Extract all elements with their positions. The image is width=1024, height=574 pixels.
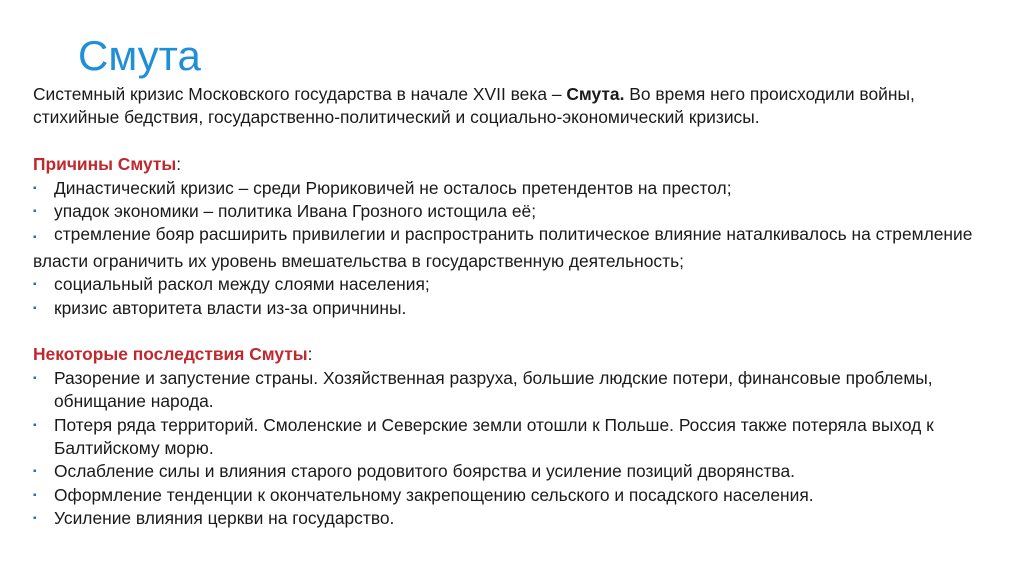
consequences-heading: Некоторые последствия Смуты [33,344,308,365]
causes-heading-colon: : [176,154,182,175]
list-item-text: упадок экономики – политика Ивана Грозного истощила её; [54,201,537,222]
causes-list-rest [33,273,993,320]
slide-title: Смута [78,32,201,79]
bullet-icon: ▪ [33,419,37,431]
list-item [33,297,993,320]
causes-heading: Причины Смуты [33,154,177,175]
list-item-text: Оформление тенденции к окончательному закрепощению сельского и посадского населения. [54,484,814,505]
bullet-icon: ▪ [33,182,37,194]
list-item-text: социальный раскол между слоями населения; [54,274,430,295]
causes-list [33,177,993,224]
intro-text-before: Системный кризис Московского государства в начале XVII века – [33,84,567,104]
bullet-icon: ▪ [33,513,37,525]
list-item [33,460,993,483]
consequences-heading-line [33,343,993,366]
consequences-list [33,367,993,531]
bullet-icon: ▪ [33,466,37,478]
list-item [33,177,993,200]
bullet-icon: ▪ [33,206,37,218]
list-item [33,414,993,461]
bullet-icon: ▪ [33,372,37,384]
list-item-text: Ослабление силы и влияния старого родовитого боярства и усиление позиций дворянства. [54,461,795,482]
spacer [33,130,993,153]
list-item [33,273,993,296]
spacer [33,320,993,343]
bullet-icon: ▪ [33,302,37,314]
list-item-text: стремление бояр расширить привилегии и распространить политическое влияние наталкивалось на стремление власти ограничить их уровень вмешательства в государственную деятельность; [33,224,973,271]
list-item [33,484,993,507]
list-item [33,367,993,414]
slide-body [33,83,993,531]
list-item-text: Династический кризис – среди Рюриковичей не осталось претендентов на престол; [54,177,732,198]
intro-paragraph [33,83,993,130]
intro-text-bold: Смута. [566,84,625,104]
list-item [33,507,993,530]
causes-list-hanging [33,223,993,273]
list-item-text: Разорение и запустение страны. Хозяйственная разруха, большие людские потери, финансовые проблемы, обнищание народа. [54,367,933,412]
list-item [33,200,993,223]
intro-text-after: Во время него происходили войны, стихийные бедствия, государственно-политический и социально-экономический кризисы. [33,84,915,128]
bullet-icon: ▪ [33,279,37,291]
causes-heading-line [33,153,993,176]
consequences-heading-colon: : [307,344,313,365]
bullet-icon: ▪ [33,489,37,501]
bullet-icon: ▪ [33,232,37,244]
list-item-text: кризис авторитета власти из-за опричнины. [54,297,407,318]
list-item-text: Потеря ряда территорий. Смоленские и Северские земли отошли к Польше. Россия также потеряла выход к Балтийскому морю. [54,414,934,459]
list-item [33,223,993,273]
list-item-text: Усиление влияния церкви на государство. [54,508,395,529]
